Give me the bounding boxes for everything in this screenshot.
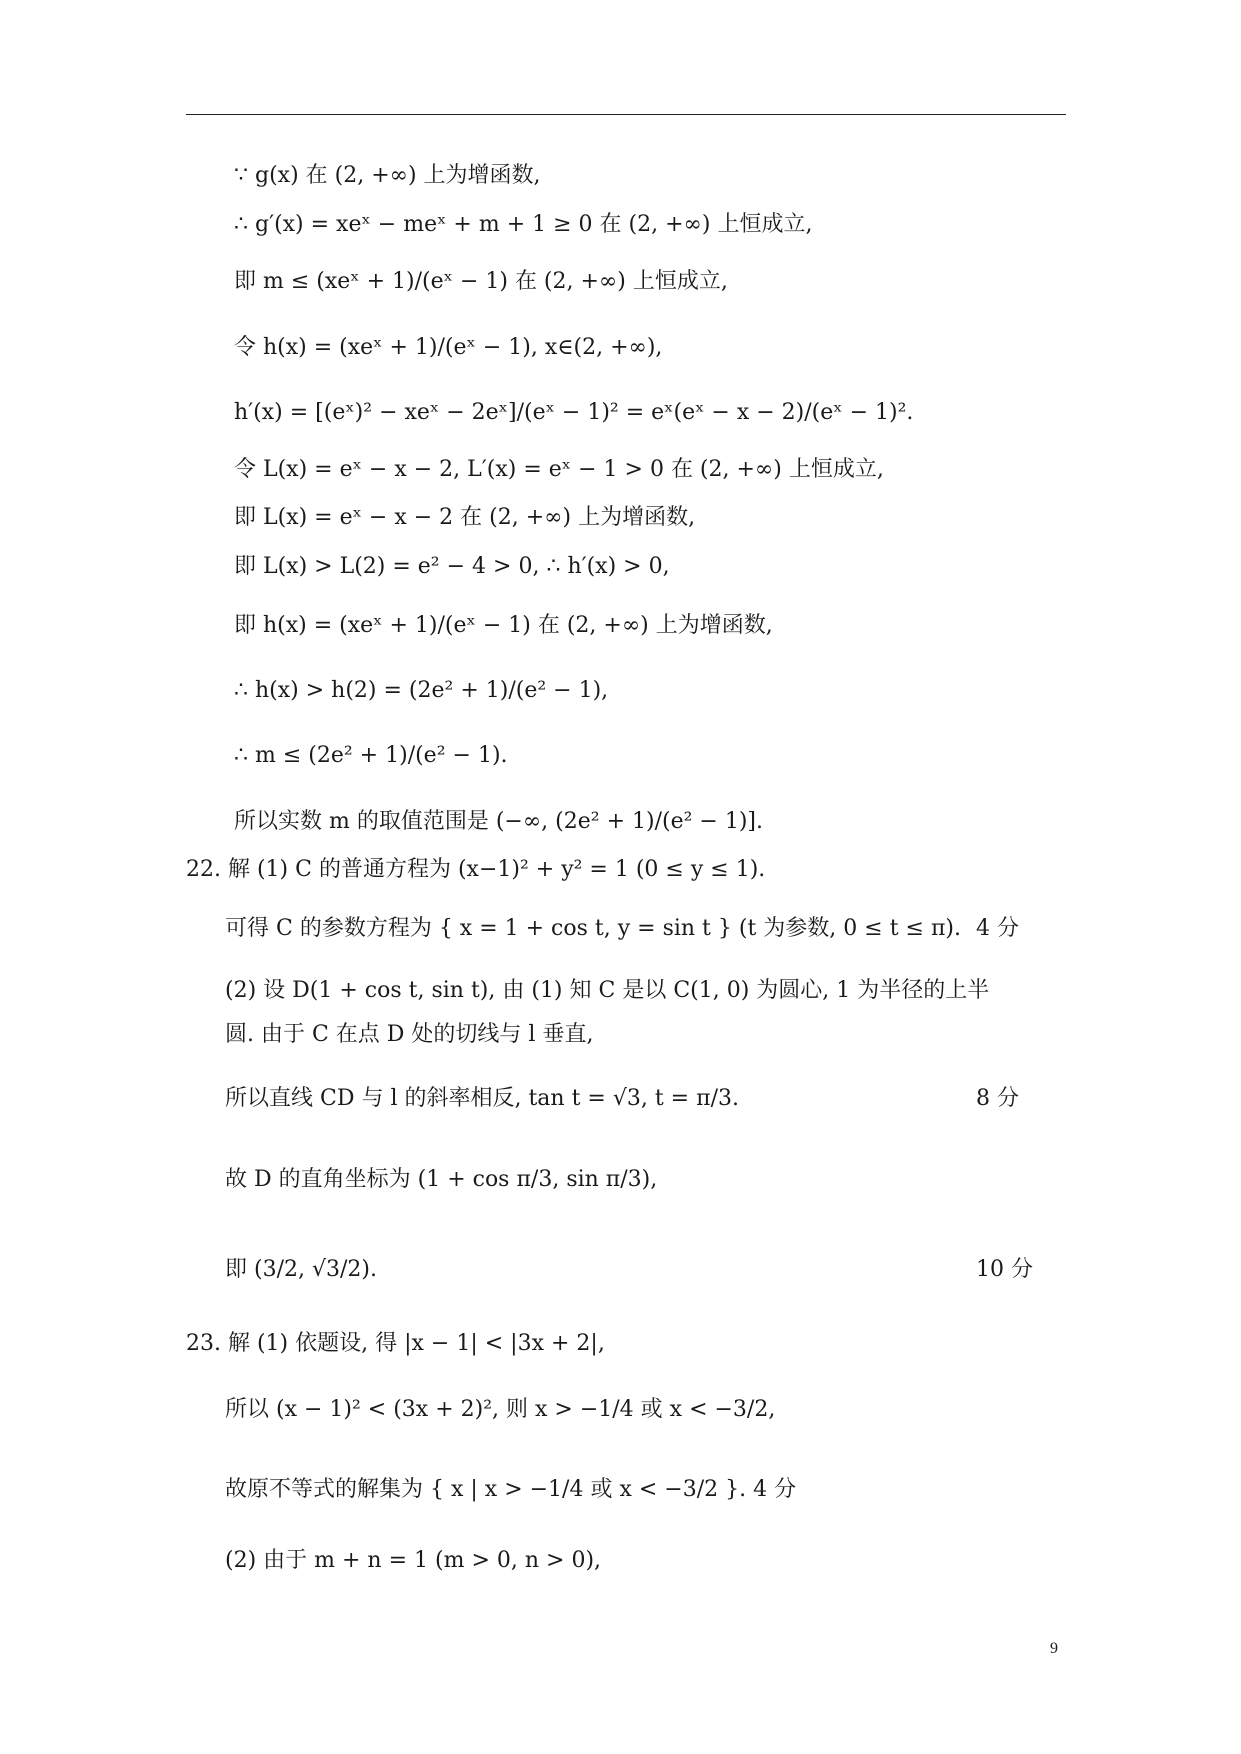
text-line: ∴ g′(x) = xeˣ − meˣ + m + 1 ≥ 0 在 (2, +∞) 上恒成立, — [234, 212, 813, 237]
text-line: ∴ m ≤ (2e² + 1)/(e² − 1). — [234, 743, 508, 768]
header-rule — [186, 114, 1066, 115]
text-line: ∵ g(x) 在 (2, +∞) 上为增函数, — [234, 163, 541, 188]
text-line: 可得 C 的参数方程为 { x = 1 + cos t, y = sin t } (t 为参数, 0 ≤ t ≤ π). — [225, 916, 962, 941]
score-mark: 8 分 — [976, 1086, 1019, 1111]
text-line: 即 (3/2, √3/2). — [225, 1257, 377, 1282]
text-line: (2) 设 D(1 + cos t, sin t), 由 (1) 知 C 是以 C(1, 0) 为圆心, 1 为半径的上半 — [225, 978, 990, 1003]
text-line: h′(x) = [(eˣ)² − xeˣ − 2eˣ]/(eˣ − 1)² = eˣ(eˣ − x − 2)/(eˣ − 1)². — [234, 400, 914, 425]
text-line: 所以 (x − 1)² < (3x + 2)², 则 x > −1/4 或 x < −3/2, — [225, 1397, 776, 1422]
text-line: ∴ h(x) > h(2) = (2e² + 1)/(e² − 1), — [234, 678, 609, 703]
text-line: 故 D 的直角坐标为 (1 + cos π/3, sin π/3), — [225, 1167, 658, 1192]
text-line: 即 L(x) > L(2) = e² − 4 > 0, ∴ h′(x) > 0, — [234, 554, 670, 579]
score-mark: 10 分 — [976, 1257, 1033, 1282]
problem-23-heading: 23. 解 (1) 依题设, 得 |x − 1| < |3x + 2|, — [186, 1331, 605, 1356]
text-line: 即 m ≤ (xeˣ + 1)/(eˣ − 1) 在 (2, +∞) 上恒成立, — [234, 269, 728, 294]
text-line: 所以直线 CD 与 l 的斜率相反, tan t = √3, t = π/3. — [225, 1086, 739, 1111]
page-number: 9 — [1050, 1640, 1058, 1657]
problem-22-heading: 22. 解 (1) C 的普通方程为 (x−1)² + y² = 1 (0 ≤ y ≤ 1). — [186, 857, 766, 882]
score-mark: 4 分 — [976, 916, 1019, 941]
text-line: 所以实数 m 的取值范围是 (−∞, (2e² + 1)/(e² − 1)]. — [234, 809, 763, 834]
text-line: 即 L(x) = eˣ − x − 2 在 (2, +∞) 上为增函数, — [234, 505, 696, 530]
text-line: 圆. 由于 C 在点 D 处的切线与 l 垂直, — [225, 1022, 594, 1047]
text-line: 故原不等式的解集为 { x | x > −1/4 或 x < −3/2 }. 4 分 — [225, 1477, 797, 1502]
text-line: 令 h(x) = (xeˣ + 1)/(eˣ − 1), x∈(2, +∞), — [234, 335, 663, 360]
text-line: 即 h(x) = (xeˣ + 1)/(eˣ − 1) 在 (2, +∞) 上为增函数, — [234, 613, 773, 638]
text-line: 令 L(x) = eˣ − x − 2, L′(x) = eˣ − 1 > 0 在 (2, +∞) 上恒成立, — [234, 457, 884, 482]
text-line: (2) 由于 m + n = 1 (m > 0, n > 0), — [225, 1548, 602, 1573]
